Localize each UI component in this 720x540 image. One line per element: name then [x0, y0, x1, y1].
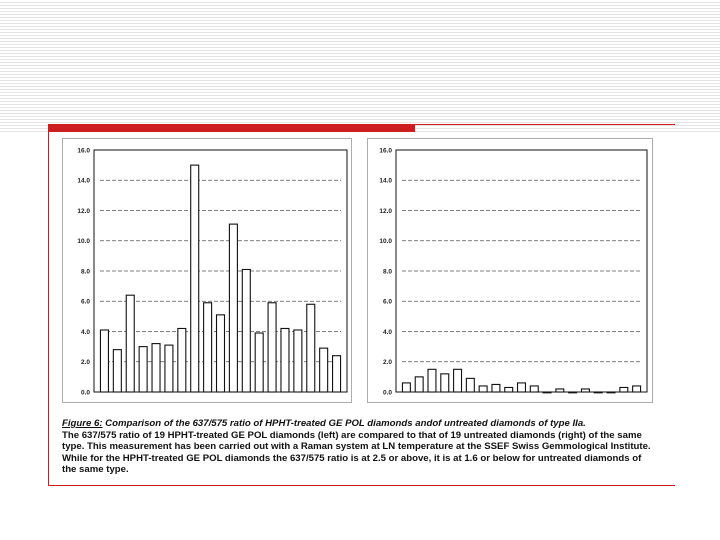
- caption-title-line: [62, 418, 652, 430]
- bar-13: [556, 389, 564, 392]
- bar-3: [428, 369, 436, 392]
- bar-9: [505, 387, 513, 392]
- bottom-rule: [48, 485, 675, 486]
- bar-6: [165, 345, 173, 392]
- chart-left-hpht-treated: [62, 138, 352, 403]
- bar-8: [191, 165, 199, 392]
- y-tick-label: 14.0: [77, 177, 90, 185]
- caption-figure-label: Figure 6:: [62, 418, 103, 429]
- bar-2: [415, 377, 423, 392]
- y-tick-label: 16.0: [77, 147, 90, 155]
- y-tick-label: 10.0: [379, 238, 392, 246]
- chart-outer-frame: [368, 139, 653, 403]
- scanned-figure: [56, 130, 656, 485]
- bar-8: [492, 384, 500, 392]
- bar-13: [255, 333, 263, 392]
- bar-2: [113, 350, 121, 392]
- bar-4: [139, 347, 147, 392]
- title-accent-line: [415, 124, 675, 125]
- y-tick-label: 8.0: [382, 268, 392, 276]
- caption-body: The 637/575 ratio of 19 HPHT-treated GE POL diamonds (left) are compared to that of 19 untreated diamonds (right) of the same type. This measurement has been carried out with a Raman system at LN temperature at the SSEF Swiss Gemmological Institute. While for the HPHT-treated GE POL diamonds the 637/575 ratio is at 2.5 or above, it is at 1.6 or below for untreated diamonds of the same type.: [62, 429, 651, 476]
- y-tick-label: 6.0: [80, 298, 90, 306]
- y-tick-label: 12.0: [77, 207, 90, 215]
- figure-caption: [62, 418, 652, 476]
- bar-14: [569, 392, 577, 393]
- y-tick-label: 0.0: [80, 389, 90, 397]
- y-tick-label: 12.0: [379, 207, 392, 215]
- bar-3: [126, 295, 134, 392]
- bar-6: [466, 378, 474, 392]
- y-tick-label: 10.0: [77, 238, 90, 246]
- bar-1: [402, 383, 410, 392]
- bar-17: [607, 392, 615, 393]
- bar-18: [620, 387, 628, 392]
- bar-12: [242, 269, 250, 392]
- y-tick-label: 16.0: [379, 147, 392, 155]
- bar-5: [152, 344, 160, 392]
- bar-12: [543, 392, 551, 393]
- bar-15: [581, 389, 589, 392]
- y-tick-label: 0.0: [382, 389, 392, 397]
- bar-9: [204, 303, 212, 392]
- y-tick-label: 2.0: [382, 359, 392, 367]
- bar-7: [178, 328, 186, 392]
- bar-19: [633, 386, 641, 392]
- y-tick-label: 6.0: [382, 298, 392, 306]
- bar-11: [530, 386, 538, 392]
- bar-11: [229, 224, 237, 392]
- y-tick-label: 4.0: [80, 328, 90, 336]
- y-tick-label: 4.0: [382, 328, 392, 336]
- bar-1: [100, 330, 108, 392]
- left-rule: [48, 124, 49, 486]
- y-tick-label: 2.0: [80, 359, 90, 367]
- bar-16: [594, 392, 602, 393]
- caption-figure-title: Comparison of the 637/575 ratio of HPHT-treated GE POL diamonds andof untreated diamonds of type IIa.: [102, 418, 586, 429]
- bar-18: [320, 348, 328, 392]
- y-tick-label: 8.0: [80, 268, 90, 276]
- bar-15: [281, 328, 289, 392]
- chart-right-untreated: [367, 138, 653, 403]
- bar-4: [441, 374, 449, 392]
- bar-10: [217, 315, 225, 392]
- bar-19: [333, 356, 341, 392]
- bar-14: [268, 303, 276, 392]
- bar-16: [294, 330, 302, 392]
- y-tick-label: 14.0: [379, 177, 392, 185]
- bar-7: [479, 386, 487, 392]
- bar-10: [518, 383, 526, 392]
- bar-17: [307, 304, 315, 392]
- bar-5: [454, 369, 462, 392]
